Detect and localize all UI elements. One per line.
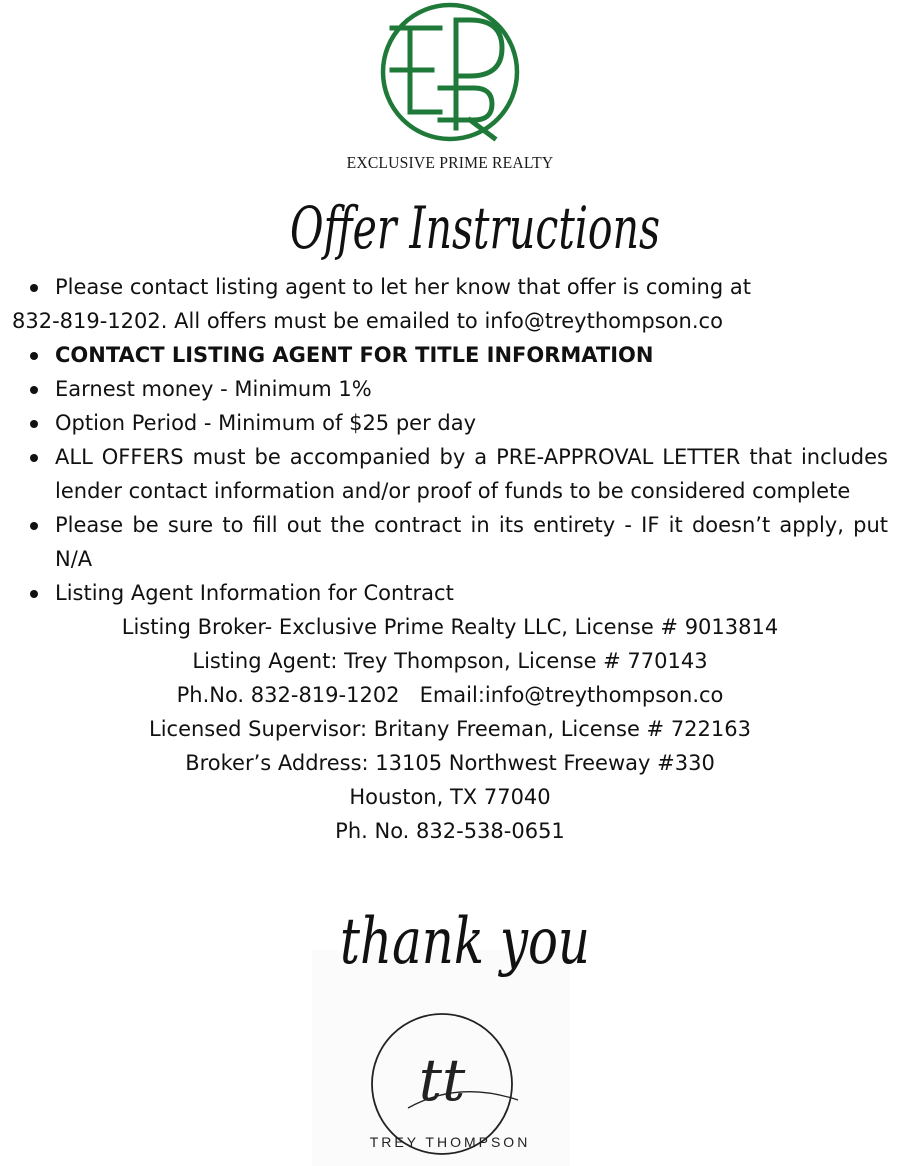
agent-detail-line: Broker’s Address: 13105 Northwest Freeway #330 <box>185 751 715 775</box>
instructions-body <box>0 270 900 848</box>
agent-detail-line: Ph.No. 832-819-1202 Email:info@treythompson.co <box>176 683 724 707</box>
list-item-contract: Please be sure to fill out the contract in its entirety - IF it doesn’t apply, put N/A <box>0 508 900 576</box>
thank-you-text: thank you <box>340 905 590 979</box>
agent-detail-line: Listing Broker- Exclusive Prime Realty LLC, License # 9013814 <box>121 615 779 639</box>
list-item-title-info: CONTACT LISTING AGENT FOR TITLE INFORMATION <box>0 338 900 372</box>
list-item-agent-info: Listing Agent Information for Contract <box>0 576 900 610</box>
list-item-pre-approval: ALL OFFERS must be accompanied by a PRE-APPROVAL LETTER that includes lender contact information and/or proof of funds to be considered complete <box>0 440 900 508</box>
contact-continuation: 832-819-1202. All offers must be emailed to info@treythompson.co <box>12 309 723 333</box>
list-item-contact: Please contact listing agent to let her know that offer is coming at <box>0 270 900 304</box>
list-item-earnest-money: Earnest money - Minimum 1% <box>0 372 900 406</box>
agent-detail-line: Ph. No. 832-538-0651 <box>335 819 565 843</box>
thank-you <box>330 885 600 1010</box>
signature-monogram: tt <box>418 1046 466 1114</box>
company-name: EXCLUSIVE PRIME REALTY <box>346 153 554 172</box>
document-title-text: Offer Instructions <box>290 194 660 262</box>
document-title <box>280 176 670 276</box>
agent-detail-line: Licensed Supervisor: Britany Freeman, License # 722163 <box>149 717 751 741</box>
agent-details <box>0 610 900 848</box>
signature-name: TREY THOMPSON <box>369 1134 531 1150</box>
agent-detail-line: Listing Agent: Trey Thompson, License # 770143 <box>192 649 708 673</box>
company-logo <box>370 0 530 150</box>
epr-logo-icon <box>370 0 530 150</box>
agent-detail-line: Houston, TX 77040 <box>349 785 551 809</box>
list-item-option-period: Option Period - Minimum of $25 per day <box>0 406 900 440</box>
